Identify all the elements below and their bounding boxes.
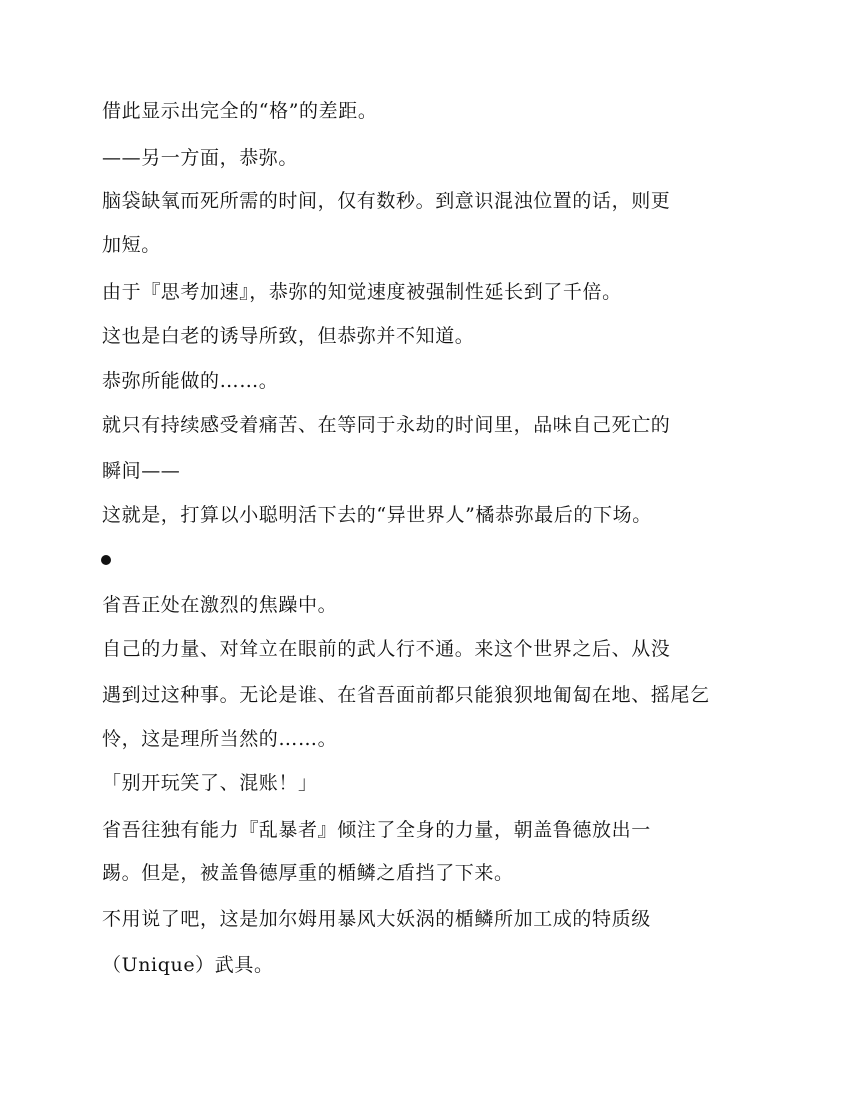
text-line: 这也是白老的诱导所致，但恭弥并不知道。 [102,325,475,347]
text-line: 怜，这是理所当然的……。 [102,728,338,750]
text-line: ——另一方面，恭弥。 [102,147,299,169]
text-line: 由于『思考加速』，恭弥的知觉速度被强制性延长到了千倍。 [102,281,622,303]
text-line: 加短。 [102,234,161,256]
text-line: 自己的力量、对耸立在眼前的武人行不通。来这个世界之后、从没 [102,638,671,660]
text-line: 省吾往独有能力『乱暴者』倾注了全身的力量，朝盖鲁德放出一 [102,819,651,841]
text-line: 「别开玩笑了、混账！」 [102,772,318,794]
text-line: 踢。但是，被盖鲁德厚重的楯鳞之盾挡了下来。 [102,862,514,884]
text-line: 遇到过这种事。无论是谁、在省吾面前都只能狼狈地匍匐在地、摇尾乞 [102,684,710,706]
text-line: 就只有持续感受着痛苦、在等同于永劫的时间里，品味自己死亡的 [102,414,671,436]
text-line: 这就是，打算以小聪明活下去的“异世界人”橘恭弥最后的下场。 [102,504,652,526]
text-line: 借此显示出完全的“格”的差距。 [102,100,378,122]
text-line: 恭弥所能做的……。 [102,370,279,392]
text-line: 省吾正处在激烈的焦躁中。 [102,594,338,616]
text-line: 脑袋缺氧而死所需的时间，仅有数秒。到意识混浊位置的话，则更 [102,190,671,212]
text-line: 瞬间—— [102,460,181,482]
text-line: 不用说了吧，这是加尔姆用暴风大妖涡的楯鳞所加工成的特质级 [102,908,651,930]
section-bullet-icon [101,555,111,565]
text-line: （Unique）武具。 [102,954,274,976]
